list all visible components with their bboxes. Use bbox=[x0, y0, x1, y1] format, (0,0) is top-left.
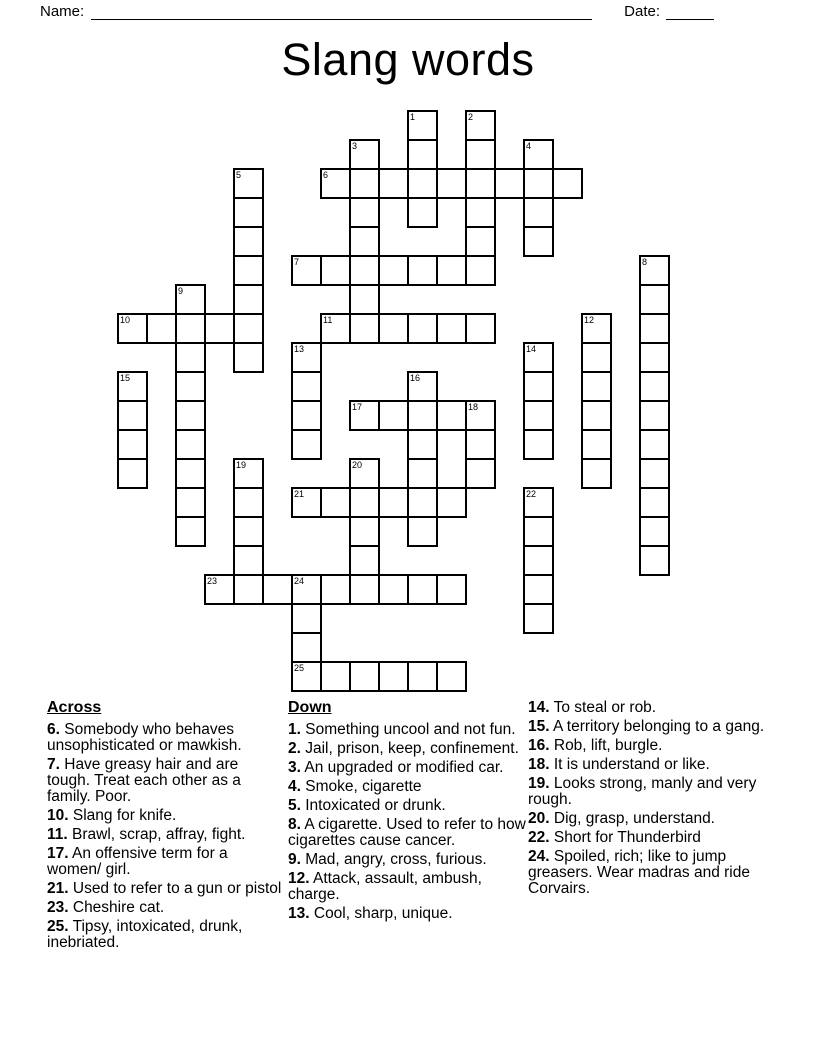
grid-cell[interactable] bbox=[262, 574, 293, 605]
grid-cell[interactable] bbox=[523, 226, 554, 257]
clue-item: 20. Dig, grasp, understand. bbox=[528, 810, 715, 827]
cell-number: 20 bbox=[352, 460, 363, 470]
grid-cell[interactable] bbox=[407, 574, 438, 605]
grid-cell[interactable] bbox=[552, 168, 583, 199]
clue-item: 7. Have greasy hair and are tough. Treat each other as a family. Poor. bbox=[47, 756, 241, 805]
grid-cell[interactable] bbox=[349, 661, 380, 692]
grid-cell[interactable] bbox=[175, 284, 206, 315]
grid-cell[interactable] bbox=[378, 487, 409, 518]
clue-item: 25. Tipsy, intoxicated, drunk, inebriated. bbox=[47, 918, 243, 951]
grid-cell[interactable] bbox=[320, 574, 351, 605]
grid-cell[interactable] bbox=[523, 574, 554, 605]
cell-number: 2 bbox=[468, 112, 474, 122]
grid-cell[interactable] bbox=[639, 342, 670, 373]
grid-cell[interactable] bbox=[581, 342, 612, 373]
clue-item: 9. Mad, angry, cross, furious. bbox=[288, 851, 487, 868]
grid-cell[interactable] bbox=[291, 603, 322, 634]
clue-number: 10. bbox=[47, 807, 69, 824]
grid-cell[interactable] bbox=[436, 255, 467, 286]
grid-cell[interactable] bbox=[349, 313, 380, 344]
grid-cell[interactable] bbox=[233, 197, 264, 228]
grid-cell[interactable] bbox=[581, 371, 612, 402]
grid-cell[interactable] bbox=[378, 255, 409, 286]
clue-item: 21. Used to refer to a gun or pistol bbox=[47, 880, 282, 897]
grid-cell[interactable] bbox=[291, 574, 322, 605]
clue-number: 24. bbox=[528, 848, 550, 865]
clue-number: 13. bbox=[288, 905, 310, 922]
clue-number: 1. bbox=[288, 721, 301, 738]
clue-number: 4. bbox=[288, 778, 301, 795]
grid-cell[interactable] bbox=[175, 313, 206, 344]
grid-cell[interactable] bbox=[291, 371, 322, 402]
clue-item: 6. Somebody who behaves unsophisticated or mawkish. bbox=[47, 721, 242, 754]
grid-cell[interactable] bbox=[523, 342, 554, 373]
clue-item: 8. A cigarette. Used to refer to how cigarettes cause cancer. bbox=[288, 816, 526, 849]
grid-cell[interactable] bbox=[175, 516, 206, 547]
grid-cell[interactable] bbox=[639, 255, 670, 286]
grid-cell[interactable] bbox=[291, 487, 322, 518]
grid-cell[interactable] bbox=[349, 139, 380, 170]
grid-cell[interactable] bbox=[349, 197, 380, 228]
grid-cell[interactable] bbox=[465, 400, 496, 431]
grid-cell[interactable] bbox=[117, 400, 148, 431]
grid-cell[interactable] bbox=[175, 342, 206, 373]
grid-cell[interactable] bbox=[378, 168, 409, 199]
clue-item: 18. It is understand or like. bbox=[528, 756, 710, 773]
cell-number: 10 bbox=[120, 315, 131, 325]
grid-cell[interactable] bbox=[175, 458, 206, 489]
grid-cell[interactable] bbox=[581, 313, 612, 344]
grid-cell[interactable] bbox=[117, 313, 148, 344]
grid-cell[interactable] bbox=[349, 168, 380, 199]
grid-cell[interactable] bbox=[523, 603, 554, 634]
clue-number: 14. bbox=[528, 699, 550, 716]
grid-cell[interactable] bbox=[175, 371, 206, 402]
name-fill-line[interactable] bbox=[91, 4, 592, 20]
grid-cell[interactable] bbox=[581, 429, 612, 460]
clue-number: 16. bbox=[528, 737, 550, 754]
clue-item: 16. Rob, lift, burgle. bbox=[528, 737, 663, 754]
grid-cell[interactable] bbox=[639, 284, 670, 315]
grid-cell[interactable] bbox=[407, 110, 438, 141]
name-label: Name: bbox=[40, 3, 85, 20]
clue-number: 8. bbox=[288, 816, 301, 833]
clue-item: 10. Slang for knife. bbox=[47, 807, 177, 824]
grid-cell[interactable] bbox=[465, 110, 496, 141]
grid-cell[interactable] bbox=[349, 487, 380, 518]
worksheet-header bbox=[40, 3, 714, 20]
down-clues-list-2 bbox=[528, 700, 772, 897]
date-label: Date: bbox=[624, 3, 660, 20]
grid-cell[interactable] bbox=[407, 458, 438, 489]
grid-cell[interactable] bbox=[639, 371, 670, 402]
grid-cell[interactable] bbox=[407, 197, 438, 228]
clue-number: 17. bbox=[47, 845, 69, 862]
across-clues-list bbox=[47, 722, 283, 951]
cell-number: 8 bbox=[642, 257, 648, 267]
grid-cell[interactable] bbox=[291, 429, 322, 460]
grid-cell[interactable] bbox=[639, 429, 670, 460]
cell-number: 4 bbox=[526, 141, 532, 151]
grid-cell[interactable] bbox=[523, 429, 554, 460]
down-clues-column-2 bbox=[528, 700, 772, 900]
clue-number: 21. bbox=[47, 880, 69, 897]
down-header: Down bbox=[288, 699, 332, 716]
grid-cell[interactable] bbox=[407, 400, 438, 431]
grid-cell[interactable] bbox=[407, 516, 438, 547]
grid-cell[interactable] bbox=[639, 458, 670, 489]
grid-cell[interactable] bbox=[465, 255, 496, 286]
across-clues-column bbox=[47, 700, 283, 954]
grid-cell[interactable] bbox=[523, 168, 554, 199]
grid-cell[interactable] bbox=[233, 284, 264, 315]
cell-number: 5 bbox=[236, 170, 242, 180]
grid-cell[interactable] bbox=[523, 516, 554, 547]
grid-cell[interactable] bbox=[233, 545, 264, 576]
grid-cell[interactable] bbox=[349, 545, 380, 576]
clue-number: 3. bbox=[288, 759, 301, 776]
grid-cell[interactable] bbox=[407, 429, 438, 460]
grid-cell[interactable] bbox=[523, 139, 554, 170]
grid-cell[interactable] bbox=[204, 574, 235, 605]
grid-cell[interactable] bbox=[175, 400, 206, 431]
clue-number: 7. bbox=[47, 756, 60, 773]
clue-item: 13. Cool, sharp, unique. bbox=[288, 905, 453, 922]
grid-cell[interactable] bbox=[436, 400, 467, 431]
grid-cell[interactable] bbox=[320, 661, 351, 692]
clue-number: 2. bbox=[288, 740, 301, 757]
grid-cell[interactable] bbox=[320, 255, 351, 286]
grid-cell[interactable] bbox=[291, 255, 322, 286]
down-clues-column-1 bbox=[288, 700, 528, 925]
grid-cell[interactable] bbox=[233, 487, 264, 518]
grid-cell[interactable] bbox=[639, 400, 670, 431]
clue-number: 23. bbox=[47, 899, 69, 916]
cell-number: 17 bbox=[352, 402, 363, 412]
grid-cell[interactable] bbox=[291, 632, 322, 663]
grid-cell[interactable] bbox=[436, 574, 467, 605]
grid-cell[interactable] bbox=[117, 371, 148, 402]
grid-cell[interactable] bbox=[523, 371, 554, 402]
clue-item: 2. Jail, prison, keep, confinement. bbox=[288, 740, 519, 757]
clue-number: 18. bbox=[528, 756, 550, 773]
grid-cell[interactable] bbox=[320, 487, 351, 518]
grid-cell[interactable] bbox=[175, 487, 206, 518]
cell-number: 7 bbox=[294, 257, 300, 267]
grid-cell[interactable] bbox=[175, 429, 206, 460]
clue-item: 15. A territory belonging to a gang. bbox=[528, 718, 765, 735]
grid-cell[interactable] bbox=[320, 168, 351, 199]
clue-number: 6. bbox=[47, 721, 60, 738]
clue-number: 11. bbox=[47, 826, 68, 843]
grid-cell[interactable] bbox=[117, 429, 148, 460]
grid-cell[interactable] bbox=[233, 342, 264, 373]
grid-cell[interactable] bbox=[465, 197, 496, 228]
cell-number: 1 bbox=[410, 112, 416, 122]
clue-item: 19. Looks strong, manly and very rough. bbox=[528, 775, 757, 808]
grid-cell[interactable] bbox=[233, 226, 264, 257]
clue-item: 24. Spoiled, rich; like to jump greasers. Wear madras and ride Corvairs. bbox=[528, 848, 750, 897]
grid-cell[interactable] bbox=[320, 313, 351, 344]
cell-number: 14 bbox=[526, 344, 537, 354]
clue-item: 17. An offensive term for a women/ girl. bbox=[47, 845, 228, 878]
grid-cell[interactable] bbox=[407, 255, 438, 286]
down-clues-list-1 bbox=[288, 722, 528, 922]
cell-number: 16 bbox=[410, 373, 421, 383]
grid-cell[interactable] bbox=[349, 516, 380, 547]
clue-item: 1. Something uncool and not fun. bbox=[288, 721, 516, 738]
across-header: Across bbox=[47, 699, 102, 716]
grid-cell[interactable] bbox=[494, 168, 525, 199]
grid-cell[interactable] bbox=[436, 661, 467, 692]
cell-number: 11 bbox=[323, 315, 333, 325]
clue-item: 11. Brawl, scrap, affray, fight. bbox=[47, 826, 246, 843]
grid-cell[interactable] bbox=[233, 168, 264, 199]
clue-number: 15. bbox=[528, 718, 550, 735]
page-title: Slang words bbox=[281, 34, 535, 85]
grid-cell[interactable] bbox=[291, 342, 322, 373]
grid-cell[interactable] bbox=[407, 168, 438, 199]
grid-cell[interactable] bbox=[523, 487, 554, 518]
grid-cell[interactable] bbox=[407, 313, 438, 344]
clue-number: 9. bbox=[288, 851, 301, 868]
grid-cell[interactable] bbox=[407, 371, 438, 402]
grid-cell[interactable] bbox=[233, 255, 264, 286]
grid-cell[interactable] bbox=[407, 139, 438, 170]
grid-cell[interactable] bbox=[349, 574, 380, 605]
clue-number: 19. bbox=[528, 775, 550, 792]
grid-cell[interactable] bbox=[378, 400, 409, 431]
grid-cell[interactable] bbox=[581, 458, 612, 489]
cell-number: 24 bbox=[294, 576, 305, 586]
clue-item: 5. Intoxicated or drunk. bbox=[288, 797, 446, 814]
grid-cell[interactable] bbox=[378, 661, 409, 692]
cell-number: 13 bbox=[294, 344, 305, 354]
grid-cell[interactable] bbox=[465, 458, 496, 489]
clue-item: 14. To steal or rob. bbox=[528, 699, 657, 716]
grid-cell[interactable] bbox=[581, 400, 612, 431]
clue-number: 5. bbox=[288, 797, 301, 814]
cell-number: 22 bbox=[526, 489, 537, 499]
grid-cell[interactable] bbox=[349, 284, 380, 315]
grid-cell[interactable] bbox=[117, 458, 148, 489]
cell-number: 9 bbox=[178, 286, 184, 296]
grid-cell[interactable] bbox=[378, 574, 409, 605]
cell-number: 21 bbox=[294, 489, 305, 499]
date-fill-line[interactable] bbox=[666, 4, 714, 20]
cell-number: 15 bbox=[120, 373, 131, 383]
grid-cell[interactable] bbox=[349, 400, 380, 431]
grid-cell[interactable] bbox=[436, 313, 467, 344]
grid-cell[interactable] bbox=[639, 313, 670, 344]
clue-item: 23. Cheshire cat. bbox=[47, 899, 165, 916]
grid-cell[interactable] bbox=[407, 661, 438, 692]
grid-cell[interactable] bbox=[291, 400, 322, 431]
grid-cell[interactable] bbox=[146, 313, 177, 344]
grid-cell[interactable] bbox=[436, 168, 467, 199]
grid-cell[interactable] bbox=[349, 255, 380, 286]
grid-cell[interactable] bbox=[465, 226, 496, 257]
clue-number: 20. bbox=[528, 810, 550, 827]
crossword-grid bbox=[117, 110, 670, 692]
grid-cell[interactable] bbox=[291, 661, 322, 692]
clue-number: 22. bbox=[528, 829, 550, 846]
grid-cell[interactable] bbox=[639, 487, 670, 518]
grid-cell[interactable] bbox=[523, 400, 554, 431]
grid-cell[interactable] bbox=[465, 139, 496, 170]
grid-cell[interactable] bbox=[639, 516, 670, 547]
grid-cell[interactable] bbox=[436, 487, 467, 518]
cell-number: 18 bbox=[468, 402, 479, 412]
grid-cell[interactable] bbox=[233, 313, 264, 344]
clue-item: 3. An upgraded or modified car. bbox=[288, 759, 504, 776]
grid-cell[interactable] bbox=[465, 168, 496, 199]
cell-number: 25 bbox=[294, 663, 305, 673]
cell-number: 6 bbox=[323, 170, 329, 180]
grid-cell[interactable] bbox=[523, 197, 554, 228]
grid-cell[interactable] bbox=[465, 313, 496, 344]
grid-cell[interactable] bbox=[233, 458, 264, 489]
cell-number: 12 bbox=[584, 315, 595, 325]
clue-number: 25. bbox=[47, 918, 69, 935]
clue-item: 12. Attack, assault, ambush, charge. bbox=[288, 870, 482, 903]
grid-cell[interactable] bbox=[349, 226, 380, 257]
cell-number: 19 bbox=[236, 460, 247, 470]
grid-cell[interactable] bbox=[349, 458, 380, 489]
cell-number: 23 bbox=[207, 576, 218, 586]
grid-cell[interactable] bbox=[639, 545, 670, 576]
grid-cell[interactable] bbox=[378, 313, 409, 344]
grid-cell[interactable] bbox=[233, 574, 264, 605]
grid-cell[interactable] bbox=[407, 487, 438, 518]
grid-cell[interactable] bbox=[204, 313, 235, 344]
grid-cell[interactable] bbox=[523, 545, 554, 576]
cell-number: 3 bbox=[352, 141, 358, 151]
grid-cell[interactable] bbox=[465, 429, 496, 460]
clue-item: 22. Short for Thunderbird bbox=[528, 829, 701, 846]
clue-item: 4. Smoke, cigarette bbox=[288, 778, 422, 795]
clue-number: 12. bbox=[288, 870, 310, 887]
grid-cell[interactable] bbox=[233, 516, 264, 547]
